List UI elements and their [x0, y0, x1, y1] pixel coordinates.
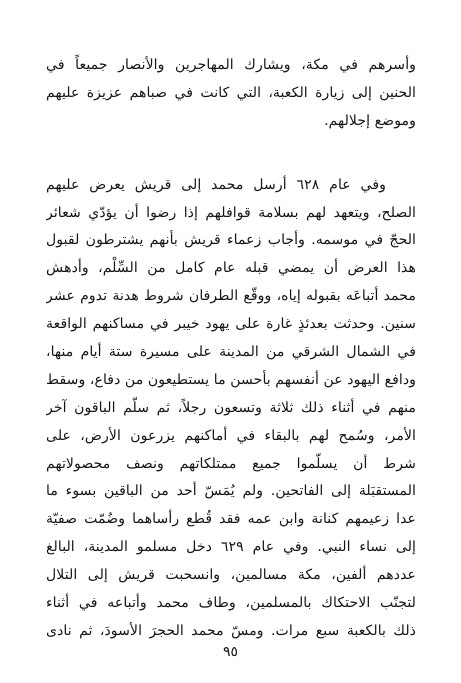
text-line: عددهم ألفين، مكة مسالمين، وانسحبت قريش إلى التلال — [46, 567, 416, 584]
text-line: الأمر، وسُمح لهم بالبقاء في أماكنهم يزرعون الأرض، على — [46, 427, 416, 444]
text-line: لتجنّب الاحتكاك بالمسلمين، وطاف محمد وأتباعه في أثناء — [46, 595, 416, 612]
text-line: هذا العرض أن يمضي قبله عام كامل من السِّلْم، وأدهش — [46, 260, 416, 277]
text-line: شرط أن يسلّموا جميع ممتلكاتهم ونصف محصولاتهم — [46, 455, 416, 472]
text-line: وأسرهم في مكة، ويشارك المهاجرين والأنصار جميعاً في — [46, 57, 416, 73]
text-line: سنين. وحدثت بعدئذٍ غارة على يهود خيبر في مساكنهم الواقعة — [46, 316, 416, 333]
text-line: وموضع إجلالهم. — [324, 112, 416, 129]
text-line: المستقبَلة إلى الفاتحين. ولم يُمَسّ أحد من الباقين بسوء ما — [46, 483, 416, 500]
text-line: الحجّ في موسمه. وأجاب زعماء قريش بأنهم يشترطون لقبول — [46, 232, 416, 249]
body-text — [46, 52, 416, 646]
text-line: وفي عام ٦٢٨ أرسل محمد إلى قريش يعرض عليهم — [46, 176, 386, 193]
text-line: الصلح، ويتعهد لهم بسلامة قوافلهم إذا رضوا أن يؤدّي شعائر — [46, 204, 416, 221]
text-line: إلى نساء النبي. وفي عام ٦٢٩ دخل مسلمو المدينة، البالغ — [46, 539, 416, 556]
text-line: عدا زعيمهم كنانة وابن عمه فقد قُطع رأساهما وضُمّت صفيّة — [46, 511, 416, 528]
text-line: ذلك بالكعبة سبع مرات. ومسّ محمد الحجرَ الأسودَ، ثم نادى — [46, 622, 416, 639]
paragraph-1 — [46, 52, 416, 136]
text-line: منهم في أثناء ذلك ثلاثة وتسعون رجلاً، ثم سلّم الباقون آخر — [46, 399, 416, 416]
text-line: ودافع اليهود عن أنفسهم بأحسن ما يستطيعون من دفاع، وسقط — [46, 371, 416, 388]
page-number: ٩٥ — [222, 644, 239, 660]
text-line: الحنين إلى زيارة الكعبة، التي كانت في صباهم عزيزة عليهم — [46, 84, 416, 101]
paragraph-gap — [46, 136, 416, 172]
text-line: في الشمال الشرقي من المدينة على مسيرة ستة أيام منها، — [46, 344, 416, 361]
text-line: محمد أتباعَه بقبوله إياه، ووقّع الطرفان شروط هدنة تدوم عشر — [46, 288, 416, 305]
paragraph-2 — [46, 172, 416, 646]
